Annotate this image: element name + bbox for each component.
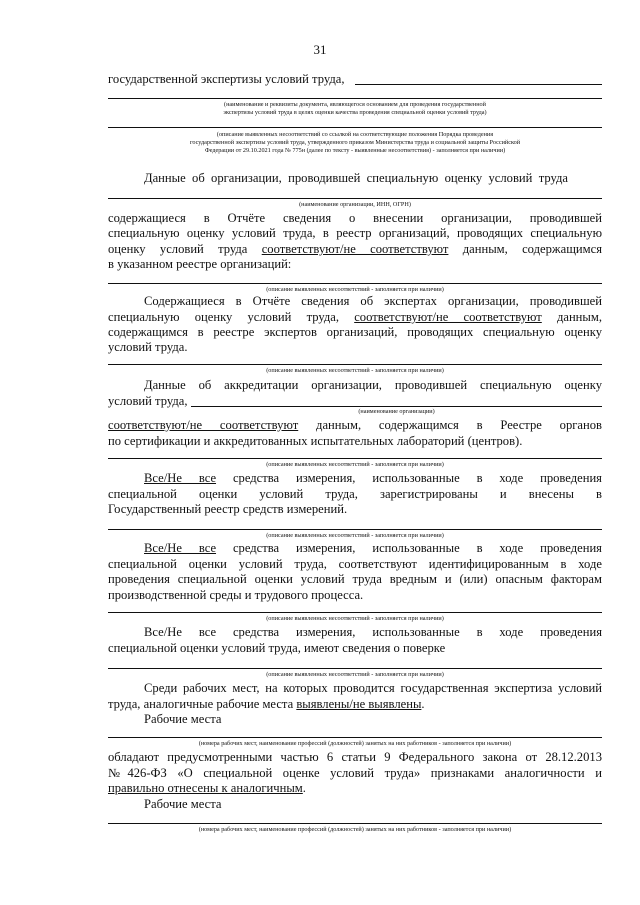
caption-mismatch: (описание выявленных несоответствий - заполняется при наличии) (266, 461, 444, 468)
caption-docs-2: экспертизы условий труда в целях оценки качества проведения специальной оценки условий труда) (223, 109, 487, 116)
accreditation-line-4: по сертификации и аккредитованных испытательных лабораторий (центров). (108, 434, 523, 448)
accreditation-line-3: соответствуют/не соответствуют данным, содержащимся в Реестре органов (108, 418, 602, 432)
workplaces-analogous-choice: правильно отнесены к аналогичным (108, 781, 303, 795)
fill-line (108, 198, 602, 199)
fill-line (108, 823, 602, 824)
org-para-line-1: содержащиеся в Отчёте сведения о внесении организации, проводившей (108, 211, 602, 225)
page-number: 31 (313, 42, 327, 57)
caption-mismatch: (описание выявленных несоответствий - заполняется при наличии) (266, 671, 444, 678)
caption-org: (наименование организации, ИНН, ОГРН) (299, 201, 411, 208)
expertise-label: государственной экспертизы условий труда, (108, 72, 345, 86)
fill-line (108, 98, 602, 99)
identified-line-4: производственной среды и трудового процесса. (108, 588, 364, 602)
org-para-line-3: оценку условий труда соответствуют/не соответствуют данным, содержащимся (108, 242, 602, 256)
registered-line-3: Государственный реестр средств измерений. (108, 502, 348, 516)
accreditation-line-2: условий труда, (108, 394, 188, 408)
identified-choice: Все/Не все (144, 541, 217, 555)
caption-org-name: (наименование организации) (358, 408, 435, 415)
fill-line (108, 668, 602, 669)
fill-line (108, 458, 602, 459)
org-para-line-4: в указанном реестре организаций: (108, 257, 292, 271)
caption-mismatch: (описание выявленных несоответствий - заполняется при наличии) (266, 615, 444, 622)
caption-mismatch: (описание выявленных несоответствий - заполняется при наличии) (266, 367, 444, 374)
registered-line-2: специальной оценки условий труда, зарегистрированы и внесены в (108, 487, 602, 501)
fill-line (191, 406, 602, 407)
workplaces-choice: выявлены/не выявлены (296, 697, 422, 711)
fill-line (108, 283, 602, 284)
verified-line-1: Все/Не все средства измерения, использованные в ходе проведения (144, 625, 602, 639)
identified-line-1: Все/Не все средства измерения, использованные в ходе проведения (144, 541, 602, 555)
experts-line-3: содержащимся в реестре экспертов организаций, проводящих специальную оценку (108, 325, 602, 339)
fill-line (355, 84, 602, 85)
experts-line-2: специальную оценку условий труда, соответствуют/не соответствуют данным, (108, 310, 603, 324)
caption-mismatch: (описание выявленных несоответствий - заполняется при наличии) (266, 286, 444, 293)
org-heading: Данные об организации, проводившей специальную оценку условий труда (144, 171, 568, 185)
caption-docs-1: (наименование и реквизиты документа, являющегося основанием для проведения государственной (224, 101, 486, 108)
fill-line (108, 364, 602, 365)
accreditation-line-1: Данные об аккредитации организации, проводившей специальную оценку (144, 378, 602, 392)
fill-line (108, 612, 602, 613)
fill-line (108, 529, 602, 530)
caption-workplaces: (номера рабочих мест, наименование профессий (должностей) занятых на них работников - заполняется при наличии) (198, 826, 512, 833)
caption-mismatch-3: Федерации от 29.10.2021 года № 775н (далее по тексту - выявленные несоответствия) - заполняется при наличии) (204, 147, 506, 154)
identified-line-3: проведения специальной оценки условий труда вредным и (или) опасным факторам (108, 572, 602, 586)
workplaces-line-7: Рабочие места (144, 797, 222, 811)
caption-workplaces: (номера рабочих мест, наименование профессий (должностей) занятых на них работников - заполняется при наличии) (198, 740, 512, 747)
caption-mismatch-2: государственной экспертизы условий труда, утвержденного приказом Министерства труда и социальной защиты Российской (189, 139, 521, 146)
caption-mismatch: (описание выявленных несоответствий - заполняется при наличии) (266, 532, 444, 539)
registered-line-1: Все/Не все средства измерения, использованные в ходе проведения (144, 471, 602, 485)
identified-line-2: специальной оценки условий труда, соответствуют идентифицированным в ходе (108, 557, 602, 571)
experts-line-1: Содержащиеся в Отчёте сведения об экспертах организации, проводившей (144, 294, 602, 308)
fill-line (108, 127, 602, 128)
verified-line-2: специальной оценки условий труда, имеют сведения о поверке (108, 641, 446, 655)
workplaces-line-5: №426-ФЗ «О специальной оценке условий труда» признаками аналогичности и (108, 766, 602, 780)
experts-compliance-choice: соответствуют/не соответствуют (354, 310, 542, 324)
accreditation-compliance-choice: соответствуют/не соответствуют (108, 418, 299, 432)
org-para-line-2: специальную оценку условий труда, в реестр организаций, проводящих специальную (108, 226, 602, 240)
workplaces-line-3: Рабочие места (144, 712, 222, 726)
workplaces-line-1: Среди рабочих мест, на которых проводится государственная экспертиза условий (144, 681, 602, 695)
org-compliance-choice: соответствуют/не соответствуют (261, 242, 449, 256)
workplaces-line-4: обладают предусмотренными частью 6 статьи 9 Федерального закона от 28.12.2013 (108, 750, 602, 764)
workplaces-line-6: правильно отнесены к аналогичным. (108, 781, 306, 795)
workplaces-line-2: труда, аналогичные рабочие места выявлены/не выявлены. (108, 697, 425, 711)
registered-choice: Все/Не все (144, 471, 217, 485)
caption-mismatch-1: (описание выявленных несоответствий со ссылкой на соответствующие положения Порядка проведения (216, 131, 494, 138)
experts-line-4: условий труда. (108, 340, 188, 354)
fill-line (108, 737, 602, 738)
